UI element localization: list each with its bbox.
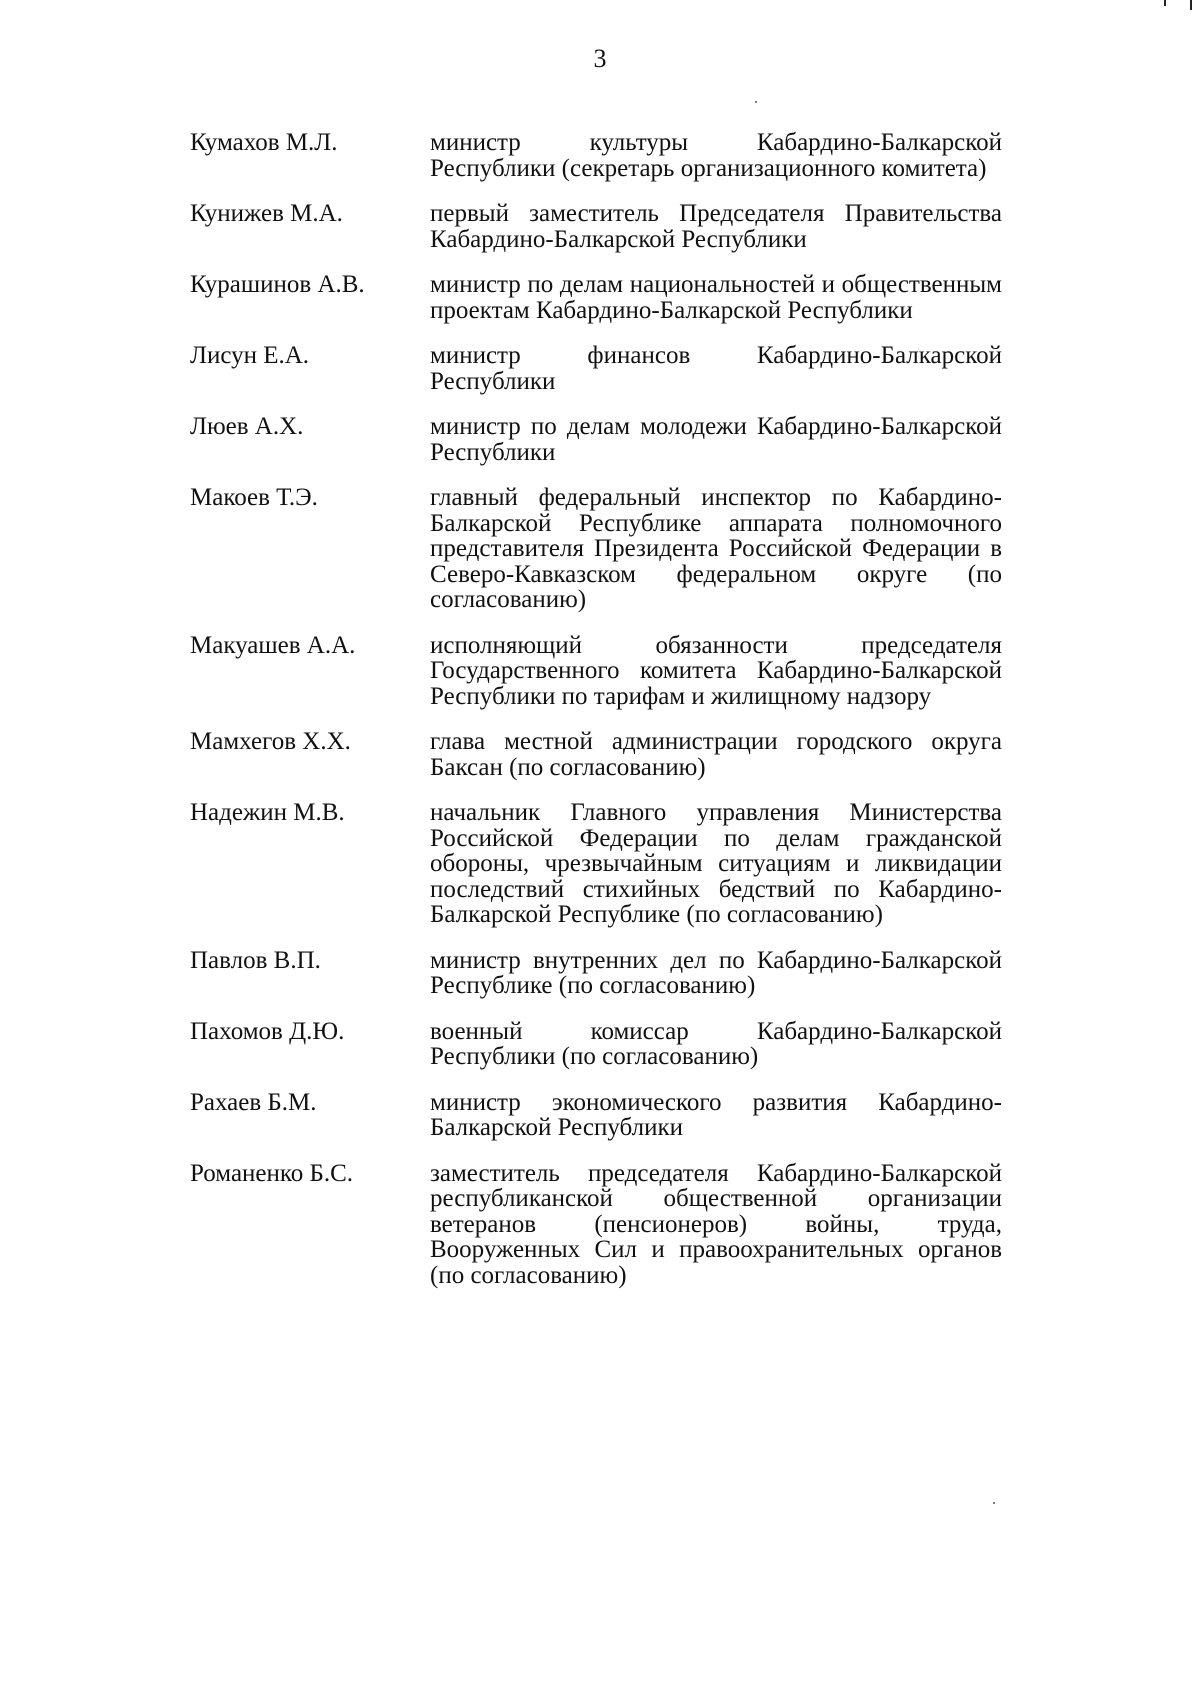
member-position: министр культуры Кабардино-Балкарской Республики (секретарь организационного комитета) bbox=[430, 129, 1002, 182]
member-position: министр финансов Кабардино-Балкарской Республики bbox=[430, 342, 1002, 395]
member-name: Курашинов А.В. bbox=[190, 271, 365, 298]
member-name: Надежин М.В. bbox=[190, 799, 345, 826]
member-name: Пахомов Д.Ю. bbox=[190, 1017, 345, 1045]
scan-speck bbox=[993, 1502, 995, 1504]
member-name: Макуашев А.А. bbox=[190, 631, 356, 659]
member-row bbox=[190, 1090, 1002, 1141]
member-row bbox=[190, 130, 1002, 181]
member-row bbox=[190, 343, 1002, 394]
member-name: Мамхегов Х.Х. bbox=[190, 728, 351, 755]
member-position: исполняющий обязанности председателя Государственного комитета Кабардино-Балкарской Республики по тарифам и жилищному надзору bbox=[430, 631, 1002, 710]
member-position: военный комиссар Кабардино-Балкарской Республики (по согласованию) bbox=[430, 1017, 1002, 1070]
member-row bbox=[190, 633, 1002, 710]
member-row bbox=[190, 1019, 1002, 1070]
member-row bbox=[190, 485, 1002, 613]
member-name: Павлов В.П. bbox=[190, 946, 321, 974]
member-name: Кумахов М.Л. bbox=[190, 129, 338, 156]
member-name: Макоев Т.Э. bbox=[190, 484, 318, 511]
member-position: первый заместитель Председателя Правительства Кабардино-Балкарской Республики bbox=[430, 200, 1002, 253]
scan-mark bbox=[1160, 0, 1166, 6]
page-number: 3 bbox=[593, 44, 607, 73]
member-row bbox=[190, 800, 1002, 928]
member-row bbox=[190, 414, 1002, 465]
member-position: заместитель председателя Кабардино-Балкарской республиканской общественной организации ветеранов (пенсионеров) войны, труда, Вооруженных Сил и правоохранительных органов (по согласованию) bbox=[430, 1159, 1002, 1289]
scan-speck bbox=[755, 101, 757, 103]
member-row bbox=[190, 1161, 1002, 1289]
member-name: Люев А.Х. bbox=[190, 413, 304, 440]
member-position: главный федеральный инспектор по Кабардино-Балкарской Республике аппарата полномочного представителя Президента Российской Федерации в Северо-Кавказском федеральном округе (по согласованию) bbox=[430, 484, 1002, 613]
member-name: Рахаев Б.М. bbox=[190, 1088, 317, 1116]
member-position: глава местной администрации городского округа Баксан (по согласованию) bbox=[430, 728, 1002, 781]
member-row bbox=[190, 729, 1002, 780]
member-name: Лисун Е.А. bbox=[190, 342, 310, 369]
member-position: министр по делам молодежи Кабардино-Балкарской Республики bbox=[430, 413, 1002, 466]
scan-mark bbox=[1184, 0, 1192, 10]
member-row bbox=[190, 201, 1002, 252]
member-position: министр экономического развития Кабардино-Балкарской Республики bbox=[430, 1088, 1002, 1141]
members-list bbox=[190, 130, 1002, 1308]
member-position: министр по делам национальностей и общественным проектам Кабардино-Балкарской Республики bbox=[430, 271, 1002, 324]
member-name: Романенко Б.С. bbox=[190, 1159, 354, 1187]
member-position: министр внутренних дел по Кабардино-Балкарской Республике (по согласованию) bbox=[430, 946, 1002, 999]
member-row bbox=[190, 272, 1002, 323]
member-name: Кунижев М.А. bbox=[190, 200, 343, 227]
member-position: начальник Главного управления Министерства Российской Федерации по делам гражданской обороны, чрезвычайным ситуациям и ликвидации последствий стихийных бедствий по Кабардино-Балкарской Республике (по согласованию) bbox=[430, 799, 1002, 928]
member-row bbox=[190, 948, 1002, 999]
